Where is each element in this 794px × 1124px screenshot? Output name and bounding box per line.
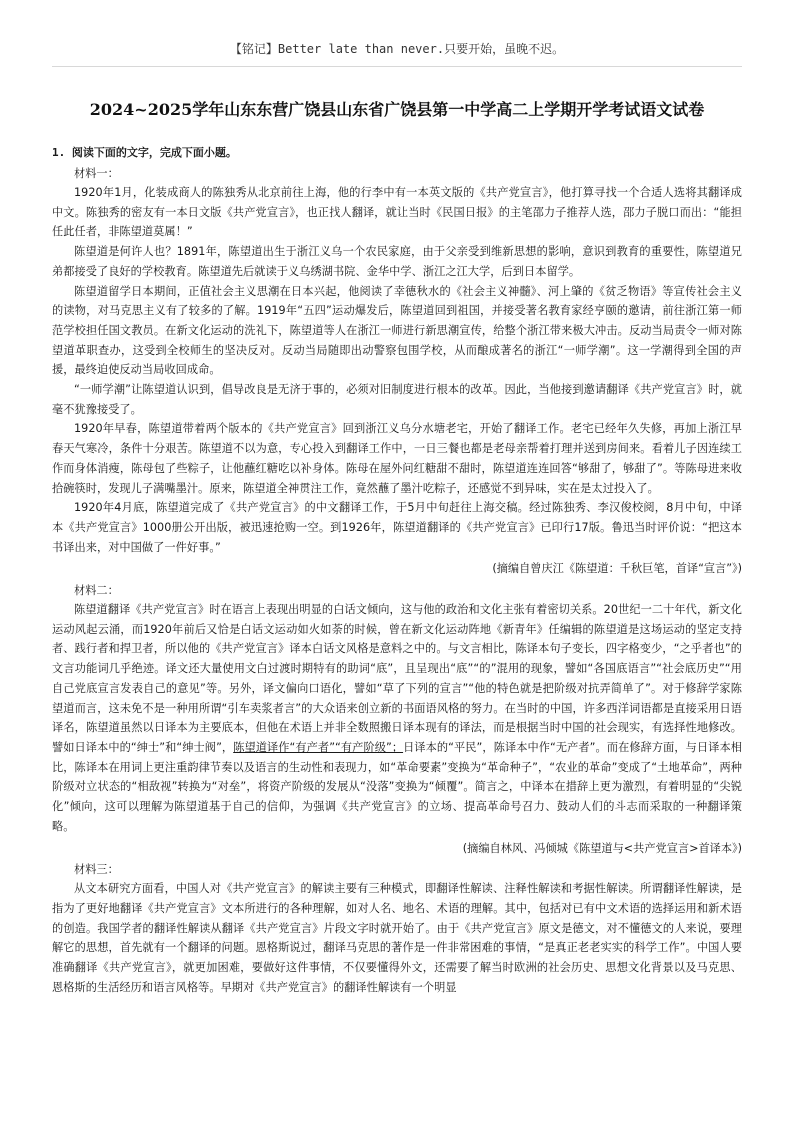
material-one-paragraph: 陈望道是何许人也？1891年，陈望道出生于浙江义乌一个农民家庭，由于父亲受到维新思想的影响，意识到教育的重要性，陈望道兄弟都接受了良好的学校教育。陈望道先后就读于义乌绣湖书院、金华中学、浙江之江大学，后到日本留学。 bbox=[52, 245, 742, 278]
page-title: 2024~2025学年山东东营广饶县山东省广饶县第一中学高二上学期开学考试语文试卷 bbox=[89, 100, 705, 119]
material-one-paragraph: 1920年1月，化装成商人的陈独秀从北京前往上海，他的行李中有一本英文版的《共产党宣言》，他打算寻找一个合适人选将其翻译成中文。陈独秀的密友有一本日文版《共产党宣言》，也正找人翻译，就让当时《民国日报》的主笔邵力子推荐人选，邵力子脱口而出：“能担任此任者，非陈望道莫属！” bbox=[52, 186, 742, 239]
material-three-paragraph: 从文本研究方面看，中国人对《共产党宣言》的解读主要有三种模式，即翻译性解读、注释性解读和考据性解读。所谓翻译性解读，是指为了更好地翻译《共产党宣言》文本所进行的各种理解，如对人名、地名、术语的理解。其中，包括对已有中文术语的选择运用和新术语的创造。我国学者的翻译性解读从翻译《共产党宣言》片段文字时就开始了。由于《共产党宣言》原文是德文，对不懂德文的人来说，要理解它的思想，首先就有一个翻译的问题。恩格斯说过，翻译马克思的著作是一件非常困难的事情，“是真正老老实实的科学工作”。中国人要准确翻译《共产党宣言》，就更加困难，要做好这件事情，不仅要懂得外文，还需要了解当时欧洲的社会历史、思想文化背景以及马克思、恩格斯的生活经历和语言风格等。早期对《共产党宣言》的翻译性解读有一个明显 bbox=[52, 882, 742, 994]
material-two-text-after: 日译本的“平民”，陈译本中作“无产者”。而在修辞方面，与日译本相比，陈译本在用词上更注重韵律节奏以及语言的生动性和表现力，如“革命要素”变换为“革命种子”，“农业的革命”变成了“土地革命”，两种阶级对立状态的“相敌视”转换为“对垒”，将资产阶级的发展从“没落”变换为“倾覆”。简言之，中译本在措辞上更为激烈，有着明显的“尖锐化”倾向，这可以理解为陈望道基于自己的信仰，为强调《共产党宣言》的立场、提高革命号召力、鼓动人们的斗志而采取的一种翻译策略。 bbox=[52, 740, 742, 833]
material-one-label: 材料一： bbox=[74, 167, 119, 180]
header-divider bbox=[52, 66, 742, 67]
material-two-source: (摘编自林风、冯倾城《陈望道与<共产党宣言>首译本》) bbox=[462, 841, 742, 855]
material-two-label: 材料二： bbox=[74, 584, 119, 598]
material-one-paragraph: 陈望道留学日本期间，正值社会主义思潮在日本兴起，他阅读了幸德秋水的《社会主义神髓》、河上肇的《贫乏物语》等宣传社会主义的读物，对马克思主义有了较多的了解。1919年“五四”运动爆发后，陈望道回到祖国，并接受著名教育家经亨颐的邀请，前往浙江第一师范学校担任国文教员。在新文化运动的洗礼下，陈望道等人在浙江一师进行新思潮宣传，给整个浙江带来极大冲击。反动当局责令一师对陈望道革职查办，这受到全校师生的坚决反对。反动当局随即出动警察包围学校，从而酿成著名的浙江“一师学潮”。这一学潮得到全国的声援，最终迫使反动当局收回成命。 bbox=[52, 284, 742, 377]
material-one-paragraph: 1920年早春，陈望道带着两个版本的《共产党宣言》回到浙江义乌分水塘老宅，开始了翻译工作。老宅已经年久失修，再加上浙江早春天气寒冷，条件十分艰苦。陈望道不以为意，专心投入到翻译工作中，一日三餐也都是老母亲帮着打理并送到房间来。看着儿子因连续工作而身体消瘦，陈母包了些粽子，让他蘸红糖吃以补身体。陈母在屋外问红糖甜不甜时，陈望道连连回答“够甜了，够甜了”。等陈母进来收拾碗筷时，发现儿子满嘴墨汁。原来，陈望道全神贯注工作，竟然蘸了墨汁吃粽子，还感觉不到异味，实在是太过投入了。 bbox=[52, 422, 742, 495]
question-prompt: 1. 阅读下面的文字，完成下面小题。 bbox=[52, 146, 237, 159]
exam-content bbox=[52, 144, 742, 997]
material-three-label: 材料三： bbox=[74, 863, 119, 877]
material-one-paragraph: 1920年4月底，陈望道完成了《共产党宣言》的中文翻译工作，于5月中旬赶往上海交稿。经过陈独秀、李汉俊校阅，8月中旬，中译本《共产党宣言》1000册公开出版，被迅速抢购一空。到1926年，陈望道翻译的《共产党宣言》已印行17版。鲁迅当时评价说：“把这本书译出来，对中国做了一件好事。” bbox=[52, 501, 742, 554]
material-two-underlined-text: 陈望道译作“有产者”“有产阶级”； bbox=[233, 740, 404, 754]
material-one-source: (摘编自曾庆江《陈望道：千秋巨笔，首译“宣言”》) bbox=[492, 562, 742, 576]
material-two-paragraph bbox=[52, 600, 742, 836]
material-one-paragraph: “一师学潮”让陈望道认识到，倡导改良是无济于事的，必须对旧制度进行根本的改革。因此，当他接到邀请翻译《共产党宣言》时，就毫不犹豫接受了。 bbox=[52, 383, 742, 416]
material-two-text-before: 陈望道翻译《共产党宣言》时在语言上表现出明显的白话文倾向，这与他的政治和文化主张有着密切关系。20世纪一二十年代，新文化运动风起云涌，而1920年前后又恰是白话文运动如火如荼的时候，曾在新文化运动阵地《新青年》任编辑的陈望道是这场运动的坚定支持者、践行者和捍卫者，所以他的《共产党宣言》译本白话文风格是意料之中的。与文言相比，陈译本句子变长，四字格变少，“之乎者也”的文言功能词几乎绝迹。译文还大量使用文白过渡时期特有的助词“底”，且呈现出“底”“的”混用的现象，譬如“各国底语言”“社会底历史”“用自己党底宣言发表自己的意见”等。另外，译文偏向口语化，譬如“草了下列的宣言”“他的特色就是把阶级对抗弄简单了”。对于修辞学家陈望道而言，这未免不是一种用所谓“引车卖浆者言”的大众语来创立新的书面语风格的努力。在当时的中国，许多西洋词语都是直接采用日语译名，陈望道虽然以日译本为主要底本，但他在术语上并非全数照搬日译本现有的译法，而是根据当时中国的社会现实，有选择性地修改。譬如日译本中的“绅士”和“绅士阀”， bbox=[52, 603, 742, 754]
header-motto: 【铭记】Better late than never.只要开始，虽晚不迟。 bbox=[229, 42, 565, 56]
